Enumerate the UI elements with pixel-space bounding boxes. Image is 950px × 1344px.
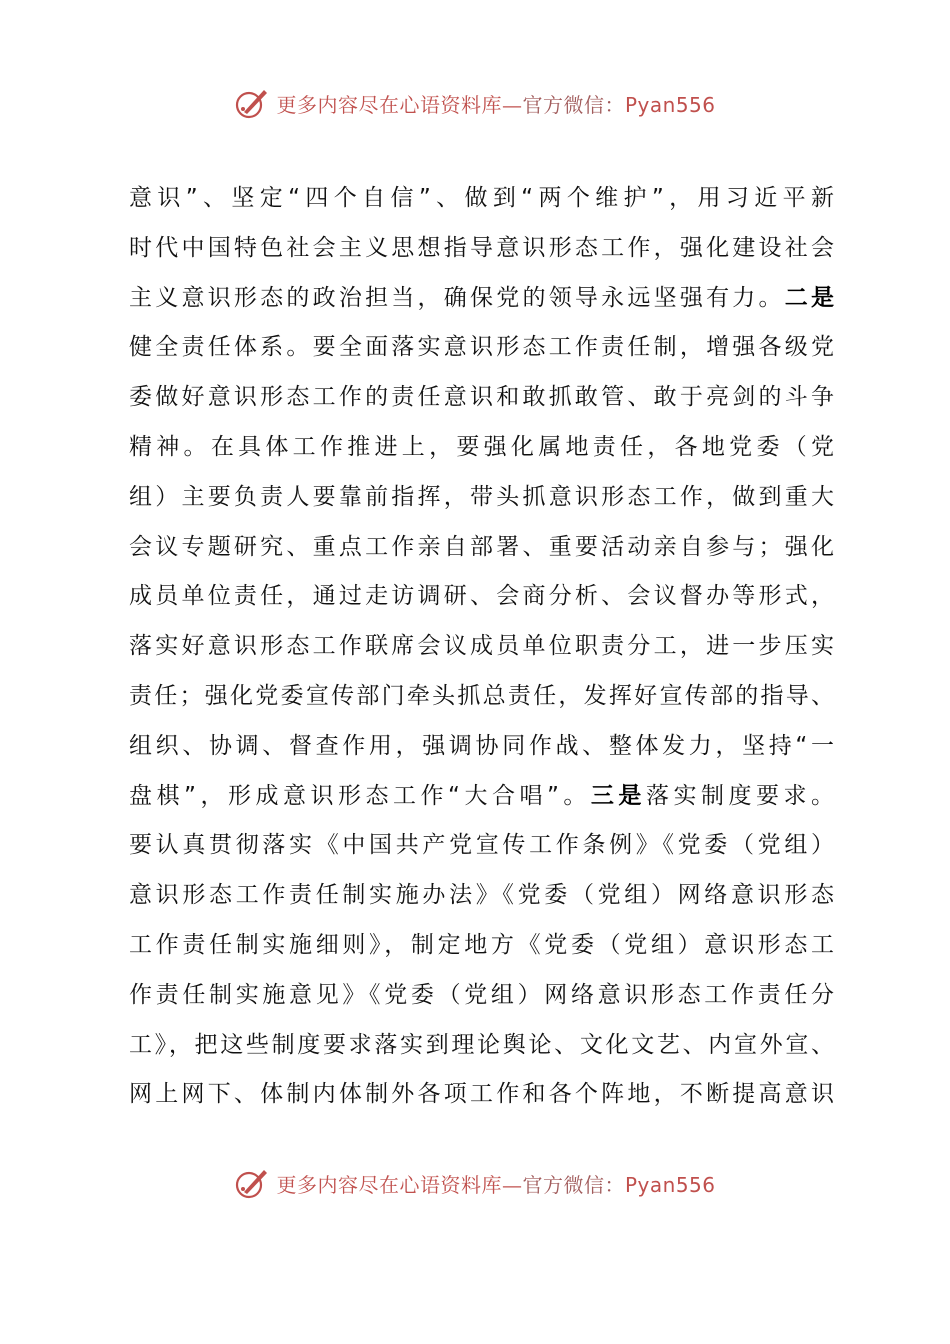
banner-account: Pyan556 [624, 92, 716, 117]
banner-wechat-label: 官方微信： [522, 1172, 625, 1197]
text-line: 会议专题研究、重点工作亲自部署、重要活动亲自参与；强化 [129, 533, 834, 560]
document-body [129, 174, 834, 1120]
banner-text [276, 89, 715, 118]
text-line: 作责任制实施意见》《党委（党组）网络意识形态工作责任分 [129, 981, 834, 1008]
banner-promo-text: 更多内容尽在心语资料库— [276, 1172, 523, 1197]
text-line: 成员单位责任，通过走访调研、会商分析、会议督办等形式， [129, 583, 834, 610]
quill-pen-logo-icon [234, 85, 270, 121]
banner-wechat-label: 官方微信： [522, 92, 625, 117]
text-line: 时代中国特色社会主义思想指导意识形态工作，强化建设社会 [129, 234, 834, 261]
text-line: 意识”、坚定“四个自信”、做到“两个维护”，用习近平新 [129, 185, 834, 211]
text-line: 意识形态工作责任制实施办法》《党委（党组）网络意识形态 [129, 882, 834, 909]
text-line: 健全责任体系。要全面落实意识形态工作责任制，增强各级党 [129, 334, 834, 361]
header-banner [0, 83, 950, 123]
text-line: 盘棋”，形成意识形态工作“大合唱”。三是落实制度要求。 [129, 782, 835, 809]
text-line: 委做好意识形态工作的责任意识和敢抓敢管、敢于亮剑的斗争 [129, 384, 834, 411]
text-line: 网上网下、体制内体制外各项工作和各个阵地，不断提高意识 [129, 1081, 834, 1108]
bold-heading: 二是 [784, 284, 835, 311]
text-line: 精神。在具体工作推进上，要强化属地责任，各地党委（党 [129, 433, 834, 460]
text-line: 主义意识形态的政治担当，确保党的领导永远坚强有力。二是 [129, 284, 835, 311]
text-line: 工》，把这些制度要求落实到理论舆论、文化文艺、内宣外宣、 [129, 1031, 834, 1058]
text-line: 责任；强化党委宣传部门牵头抓总责任，发挥好宣传部的指导、 [129, 682, 834, 709]
banner-account: Pyan556 [624, 1172, 716, 1197]
bold-heading: 三是 [590, 782, 646, 809]
text-line: 组）主要负责人要靠前指挥，带头抓意识形态工作，做到重大 [129, 483, 834, 510]
text-line: 要认真贯彻落实《中国共产党宣传工作条例》《党委（党组） [129, 832, 834, 859]
banner-promo-text: 更多内容尽在心语资料库— [276, 92, 523, 117]
text-line: 落实好意识形态工作联席会议成员单位职责分工，进一步压实 [129, 633, 834, 660]
text-line: 组织、协调、督查作用，强调协同作战、整体发力，坚持“一 [129, 732, 834, 759]
quill-pen-logo-icon [234, 1165, 270, 1201]
text-line: 工作责任制实施细则》，制定地方《党委（党组）意识形态工 [129, 931, 834, 958]
footer-banner [0, 1163, 950, 1203]
banner-text [276, 1169, 715, 1198]
